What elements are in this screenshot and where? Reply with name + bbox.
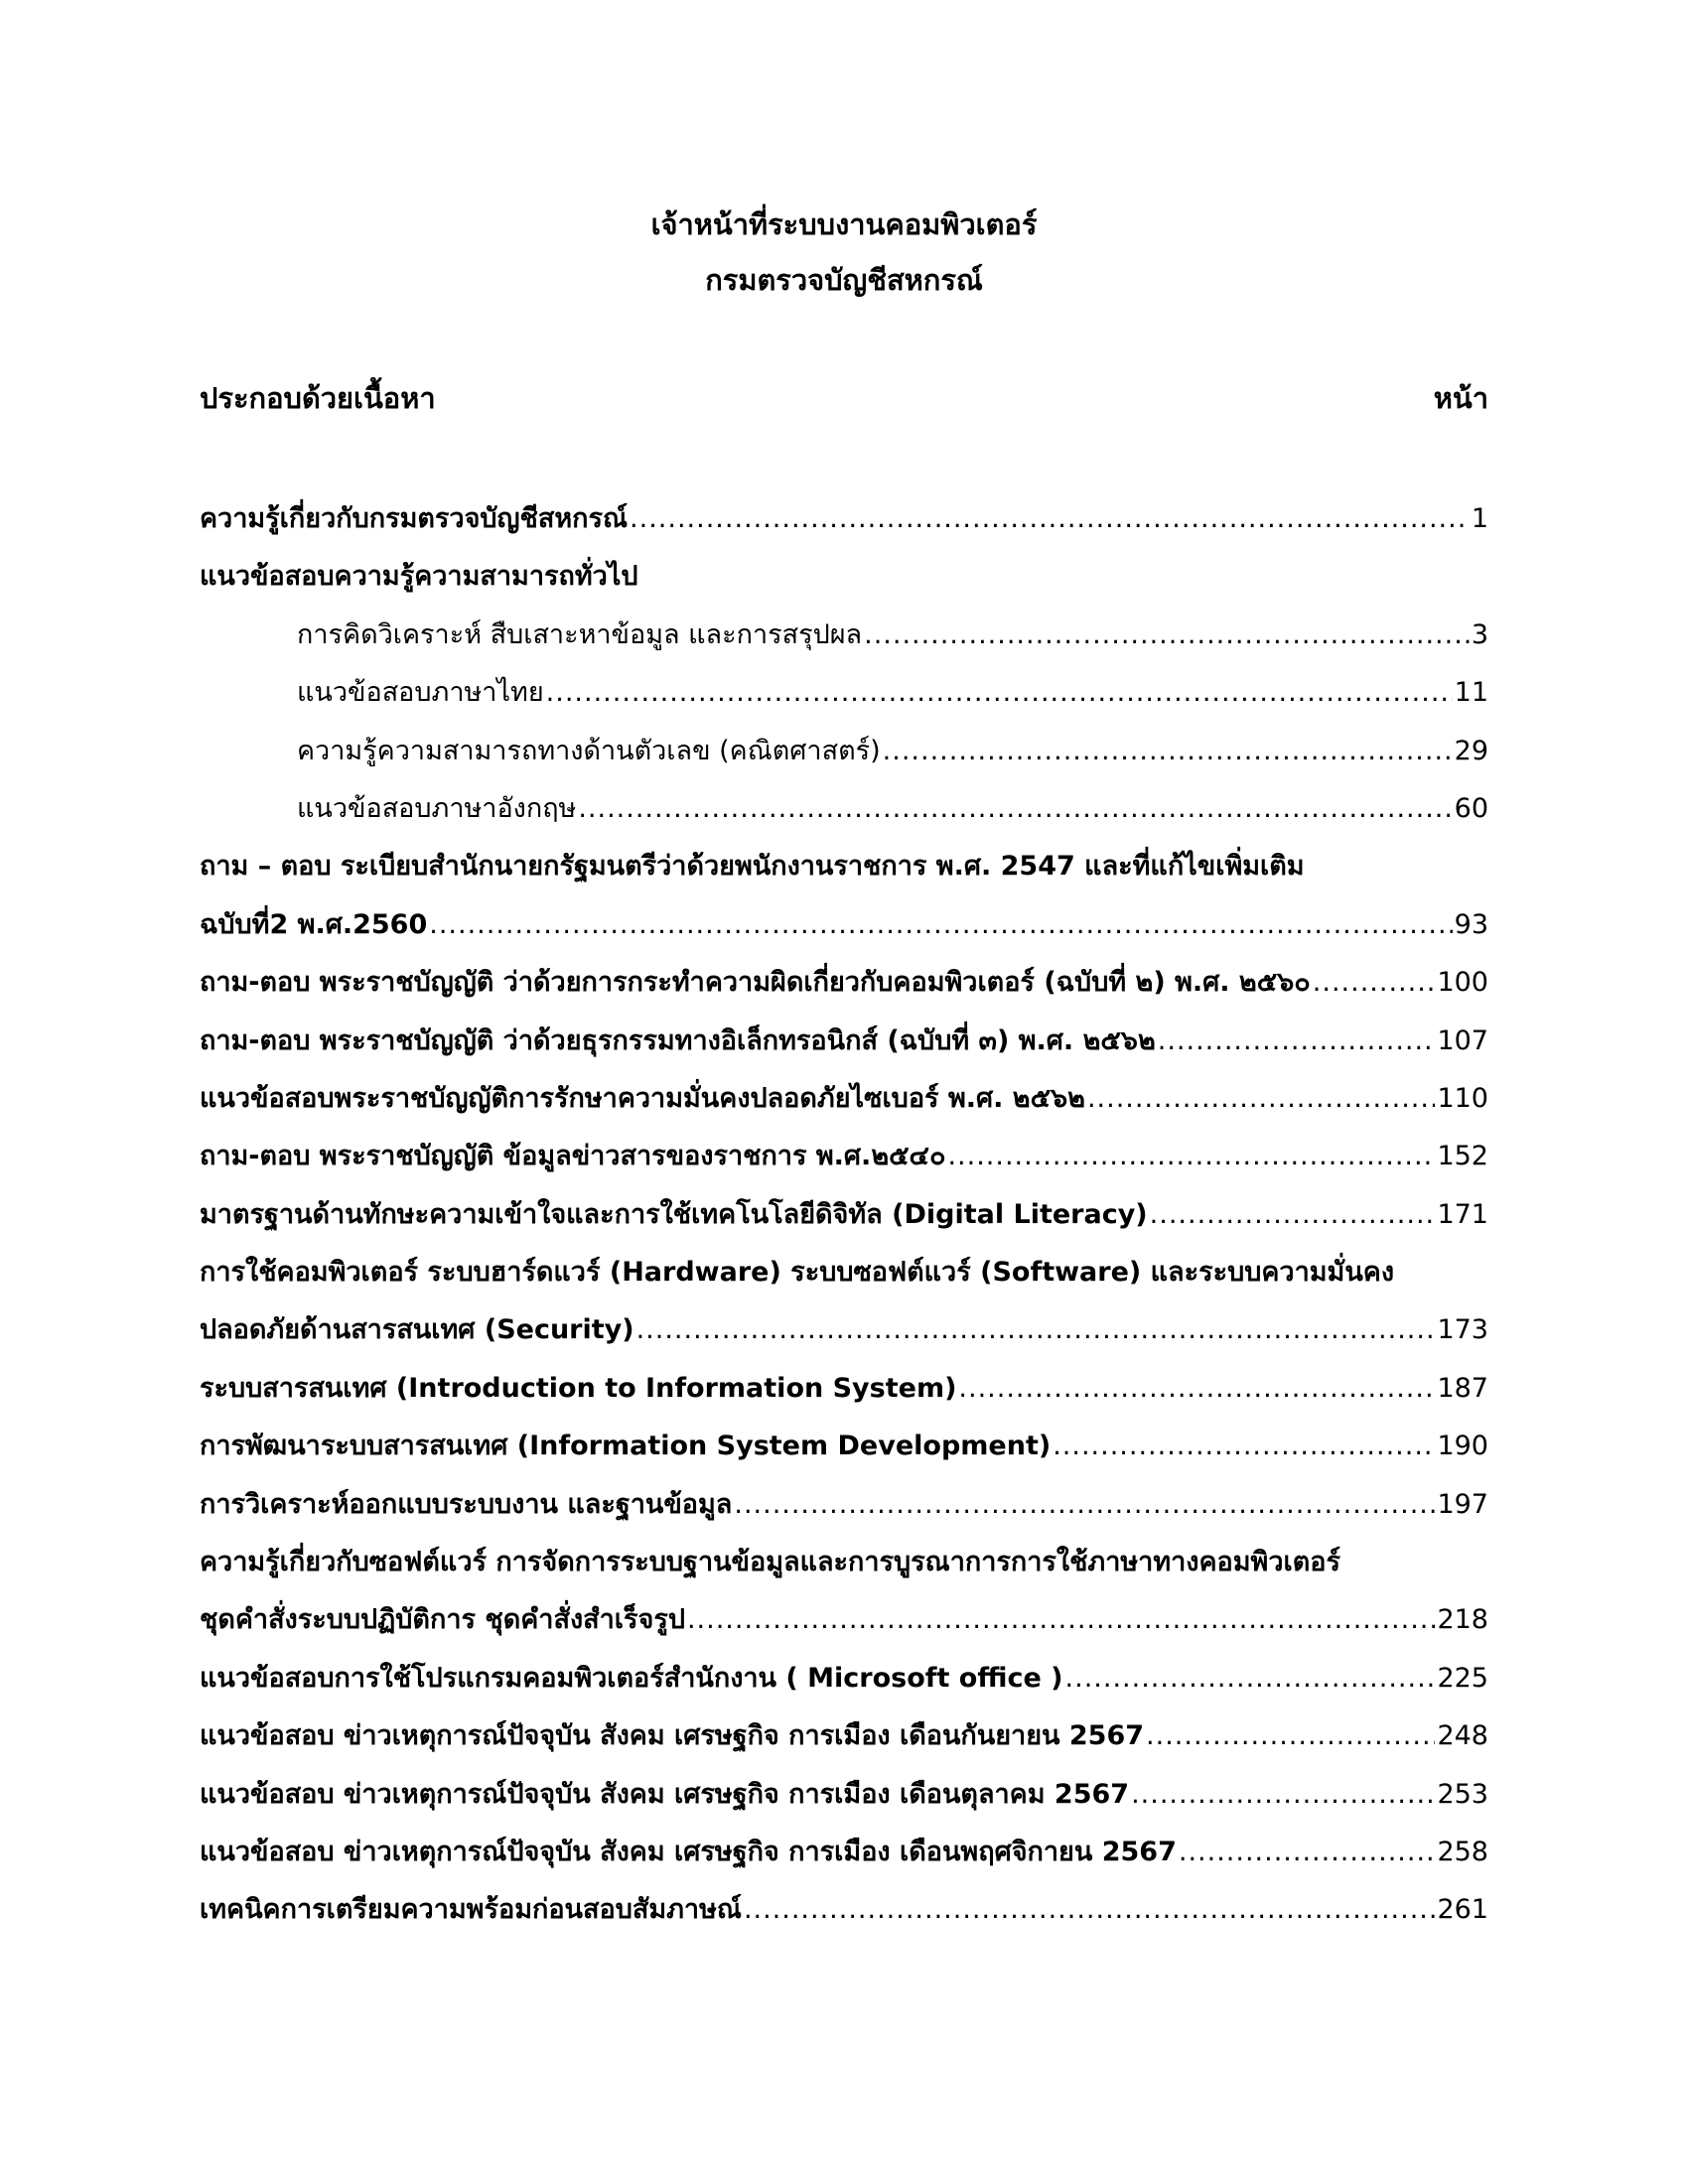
toc-entry-page: 11	[1454, 677, 1488, 709]
toc-entry-page: 258	[1437, 1836, 1488, 1867]
title-line-1: เจ้าหน้าที่ระบบงานคอมพิวเตอร์	[650, 207, 1038, 241]
toc-leader-dots	[1313, 954, 1436, 1012]
toc-entry	[200, 1766, 1488, 1824]
toc-entry-label: แนวข้อสอบ ข่าวเหตุการณ์ปัจจุบัน สังคม เศรษฐกิจ การเมือง เดือนกันยายน 2567	[200, 1720, 1145, 1752]
toc-entry	[200, 1418, 1488, 1475]
toc-leader-dots	[1131, 1766, 1435, 1824]
toc-entry-label: แนวข้อสอบความรู้ความสามารถทั่วไป	[200, 561, 638, 593]
toc-entry	[200, 1707, 1488, 1765]
toc-entry-label: การวิเคราะห์ออกแบบระบบงาน และฐานข้อมูล	[200, 1488, 733, 1520]
toc-entry-label: การคิดวิเคราะห์ สืบเสาะหาข้อมูล และการสรุปผล	[297, 618, 863, 650]
toc-entry-page: 218	[1437, 1604, 1488, 1636]
toc-entry-page: 100	[1437, 967, 1488, 999]
toc-entry	[200, 664, 1488, 722]
toc-entry-label: ถาม-ตอบ พระราชบัญญัติ ว่าด้วยธุรกรรมทางอิเล็กทรอนิกส์ (ฉบับที่ ๓) พ.ศ. ๒๕๖๒	[200, 1024, 1156, 1056]
toc-entry-label: ถาม – ตอบ ระเบียบสำนักนายกรัฐมนตรีว่าด้วยพนักงานราชการ พ.ศ. 2547 และที่แก้ไขเพิ่มเติม	[200, 851, 1305, 883]
toc-entry-label: ชุดคำสั่งระบบปฏิบัติการ ชุดคำสั่งสำเร็จรูป	[200, 1604, 685, 1636]
toc-entry-label: ถาม-ตอบ พระราชบัญญัติ ข้อมูลข่าวสารของราชการ พ.ศ.๒๕๔๐	[200, 1141, 946, 1172]
toc-leader-dots	[1087, 1070, 1435, 1128]
toc-entry-page: 248	[1437, 1720, 1488, 1752]
toc-leader-dots	[883, 723, 1453, 780]
toc-entry-page: 187	[1437, 1372, 1488, 1404]
toc-entry-label: แนวข้อสอบการใช้โปรแกรมคอมพิวเตอร์สำนักงาน ( Microsoft office )	[200, 1662, 1063, 1694]
toc-entry-label: ถาม-ตอบ พระราชบัญญัติ ว่าด้วยการกระทำความผิดเกี่ยวกับคอมพิวเตอร์ (ฉบับที่ ๒) พ.ศ. ๒๕๖๐	[200, 967, 1311, 999]
toc-entry-page: 253	[1437, 1778, 1488, 1810]
toc-entry	[200, 1013, 1488, 1070]
toc-entry	[200, 1070, 1488, 1128]
toc-entry-label: การใช้คอมพิวเตอร์ ระบบฮาร์ดแวร์ (Hardware) ระบบซอฟต์แวร์ (Software) และระบบความมั่นคง	[200, 1257, 1395, 1289]
toc-entry-page: 93	[1454, 908, 1488, 940]
toc-leader-dots	[958, 1360, 1435, 1418]
toc-entry-page: 173	[1437, 1314, 1488, 1346]
toc-entry-label: แนวข้อสอบ ข่าวเหตุการณ์ปัจจุบัน สังคม เศรษฐกิจ การเมือง เดือนพฤศจิกายน 2567	[200, 1836, 1177, 1867]
toc-entry-page: 29	[1454, 735, 1488, 766]
toc-entry-label: แนวข้อสอบ ข่าวเหตุการณ์ปัจจุบัน สังคม เศรษฐกิจ การเมือง เดือนตุลาคม 2567	[200, 1778, 1130, 1810]
toc-entry	[200, 1186, 1488, 1244]
toc-entry	[200, 838, 1488, 895]
toc-header	[200, 373, 1488, 423]
toc-entry-page: 107	[1437, 1024, 1488, 1056]
toc-leader-dots	[1179, 1824, 1436, 1881]
toc-leader-dots	[429, 896, 1452, 954]
toc-entry-page: 3	[1471, 618, 1488, 650]
toc-leader-dots	[947, 1128, 1435, 1185]
toc-entry	[200, 1128, 1488, 1185]
toc-entry-page: 152	[1437, 1141, 1488, 1172]
toc-entry	[200, 1650, 1488, 1707]
document-title	[0, 197, 1688, 308]
toc-entry	[200, 723, 1488, 780]
toc-entry	[200, 548, 1488, 606]
toc-entry-label: ความรู้เกี่ยวกับซอฟต์แวร์ การจัดการระบบฐานข้อมูลและการบูรณาการการใช้ภาษาทางคอมพิวเตอร์	[200, 1547, 1340, 1578]
toc-entry-label: ความรู้ความสามารถทางด้านตัวเลข (คณิตศาสตร์)	[297, 735, 881, 766]
toc-entry	[200, 896, 1488, 954]
toc-leader-dots	[1146, 1707, 1435, 1765]
toc-entry	[200, 1824, 1488, 1881]
toc-entry-label: แนวข้อสอบภาษาไทย	[297, 677, 544, 709]
toc-entry-page: 261	[1437, 1894, 1488, 1926]
toc-leader-dots	[630, 490, 1470, 548]
toc-entry-page: 197	[1437, 1488, 1488, 1520]
toc-leader-dots	[734, 1476, 1435, 1534]
toc-leader-dots	[1053, 1418, 1435, 1475]
toc-entry	[200, 1591, 1488, 1649]
toc-entry	[200, 607, 1488, 664]
toc-entry	[200, 780, 1488, 838]
toc-leader-dots	[864, 607, 1470, 664]
toc-entry	[200, 1881, 1488, 1939]
toc-leader-dots	[1158, 1013, 1436, 1070]
toc-entry-page: 110	[1437, 1082, 1488, 1114]
toc-entry-label: ความรู้เกี่ยวกับกรมตรวจบัญชีสหกรณ์	[200, 503, 629, 534]
toc-entry-page: 225	[1437, 1662, 1488, 1694]
toc-header-page: หน้า	[1433, 381, 1488, 415]
toc-leader-dots	[744, 1881, 1436, 1939]
table-of-contents	[200, 490, 1488, 1940]
toc-entry-label: เทคนิคการเตรียมความพร้อมก่อนสอบสัมภาษณ์	[200, 1894, 742, 1926]
toc-entry	[200, 1534, 1488, 1591]
toc-entry-label: ฉบับที่2 พ.ศ.2560	[200, 908, 428, 940]
toc-entry-page: 171	[1437, 1198, 1488, 1230]
toc-entry	[200, 954, 1488, 1012]
toc-leader-dots	[687, 1591, 1436, 1649]
toc-leader-dots	[578, 780, 1452, 838]
toc-entry-label: แนวข้อสอบภาษาอังกฤษ	[297, 792, 577, 824]
toc-leader-dots	[636, 1301, 1436, 1359]
toc-entry	[200, 490, 1488, 548]
toc-entry-label: แนวข้อสอบพระราชบัญญัติการรักษาความมั่นคงปลอดภัยไซเบอร์ พ.ศ. ๒๕๖๒	[200, 1082, 1085, 1114]
toc-entry-page: 1	[1471, 503, 1488, 534]
toc-header-contents: ประกอบด้วยเนื้อหา	[200, 381, 436, 415]
toc-leader-dots	[546, 664, 1453, 722]
toc-entry-label: ระบบสารสนเทศ (Introduction to Information System)	[200, 1372, 957, 1404]
toc-leader-dots	[1150, 1186, 1436, 1244]
toc-entry-page: 60	[1454, 792, 1488, 824]
toc-entry-label: มาตรฐานด้านทักษะความเข้าใจและการใช้เทคโนโลยีดิจิทัล (Digital Literacy)	[200, 1198, 1148, 1230]
toc-entry	[200, 1476, 1488, 1534]
toc-entry-label: ปลอดภัยด้านสารสนเทศ (Security)	[200, 1314, 634, 1346]
toc-entry	[200, 1360, 1488, 1418]
toc-entry	[200, 1244, 1488, 1301]
title-line-2: กรมตรวจบัญชีสหกรณ์	[705, 263, 983, 297]
toc-entry-page: 190	[1437, 1431, 1488, 1462]
toc-entry	[200, 1301, 1488, 1359]
toc-leader-dots	[1065, 1650, 1436, 1707]
toc-entry-label: การพัฒนาระบบสารสนเทศ (Information System Development)	[200, 1431, 1052, 1462]
